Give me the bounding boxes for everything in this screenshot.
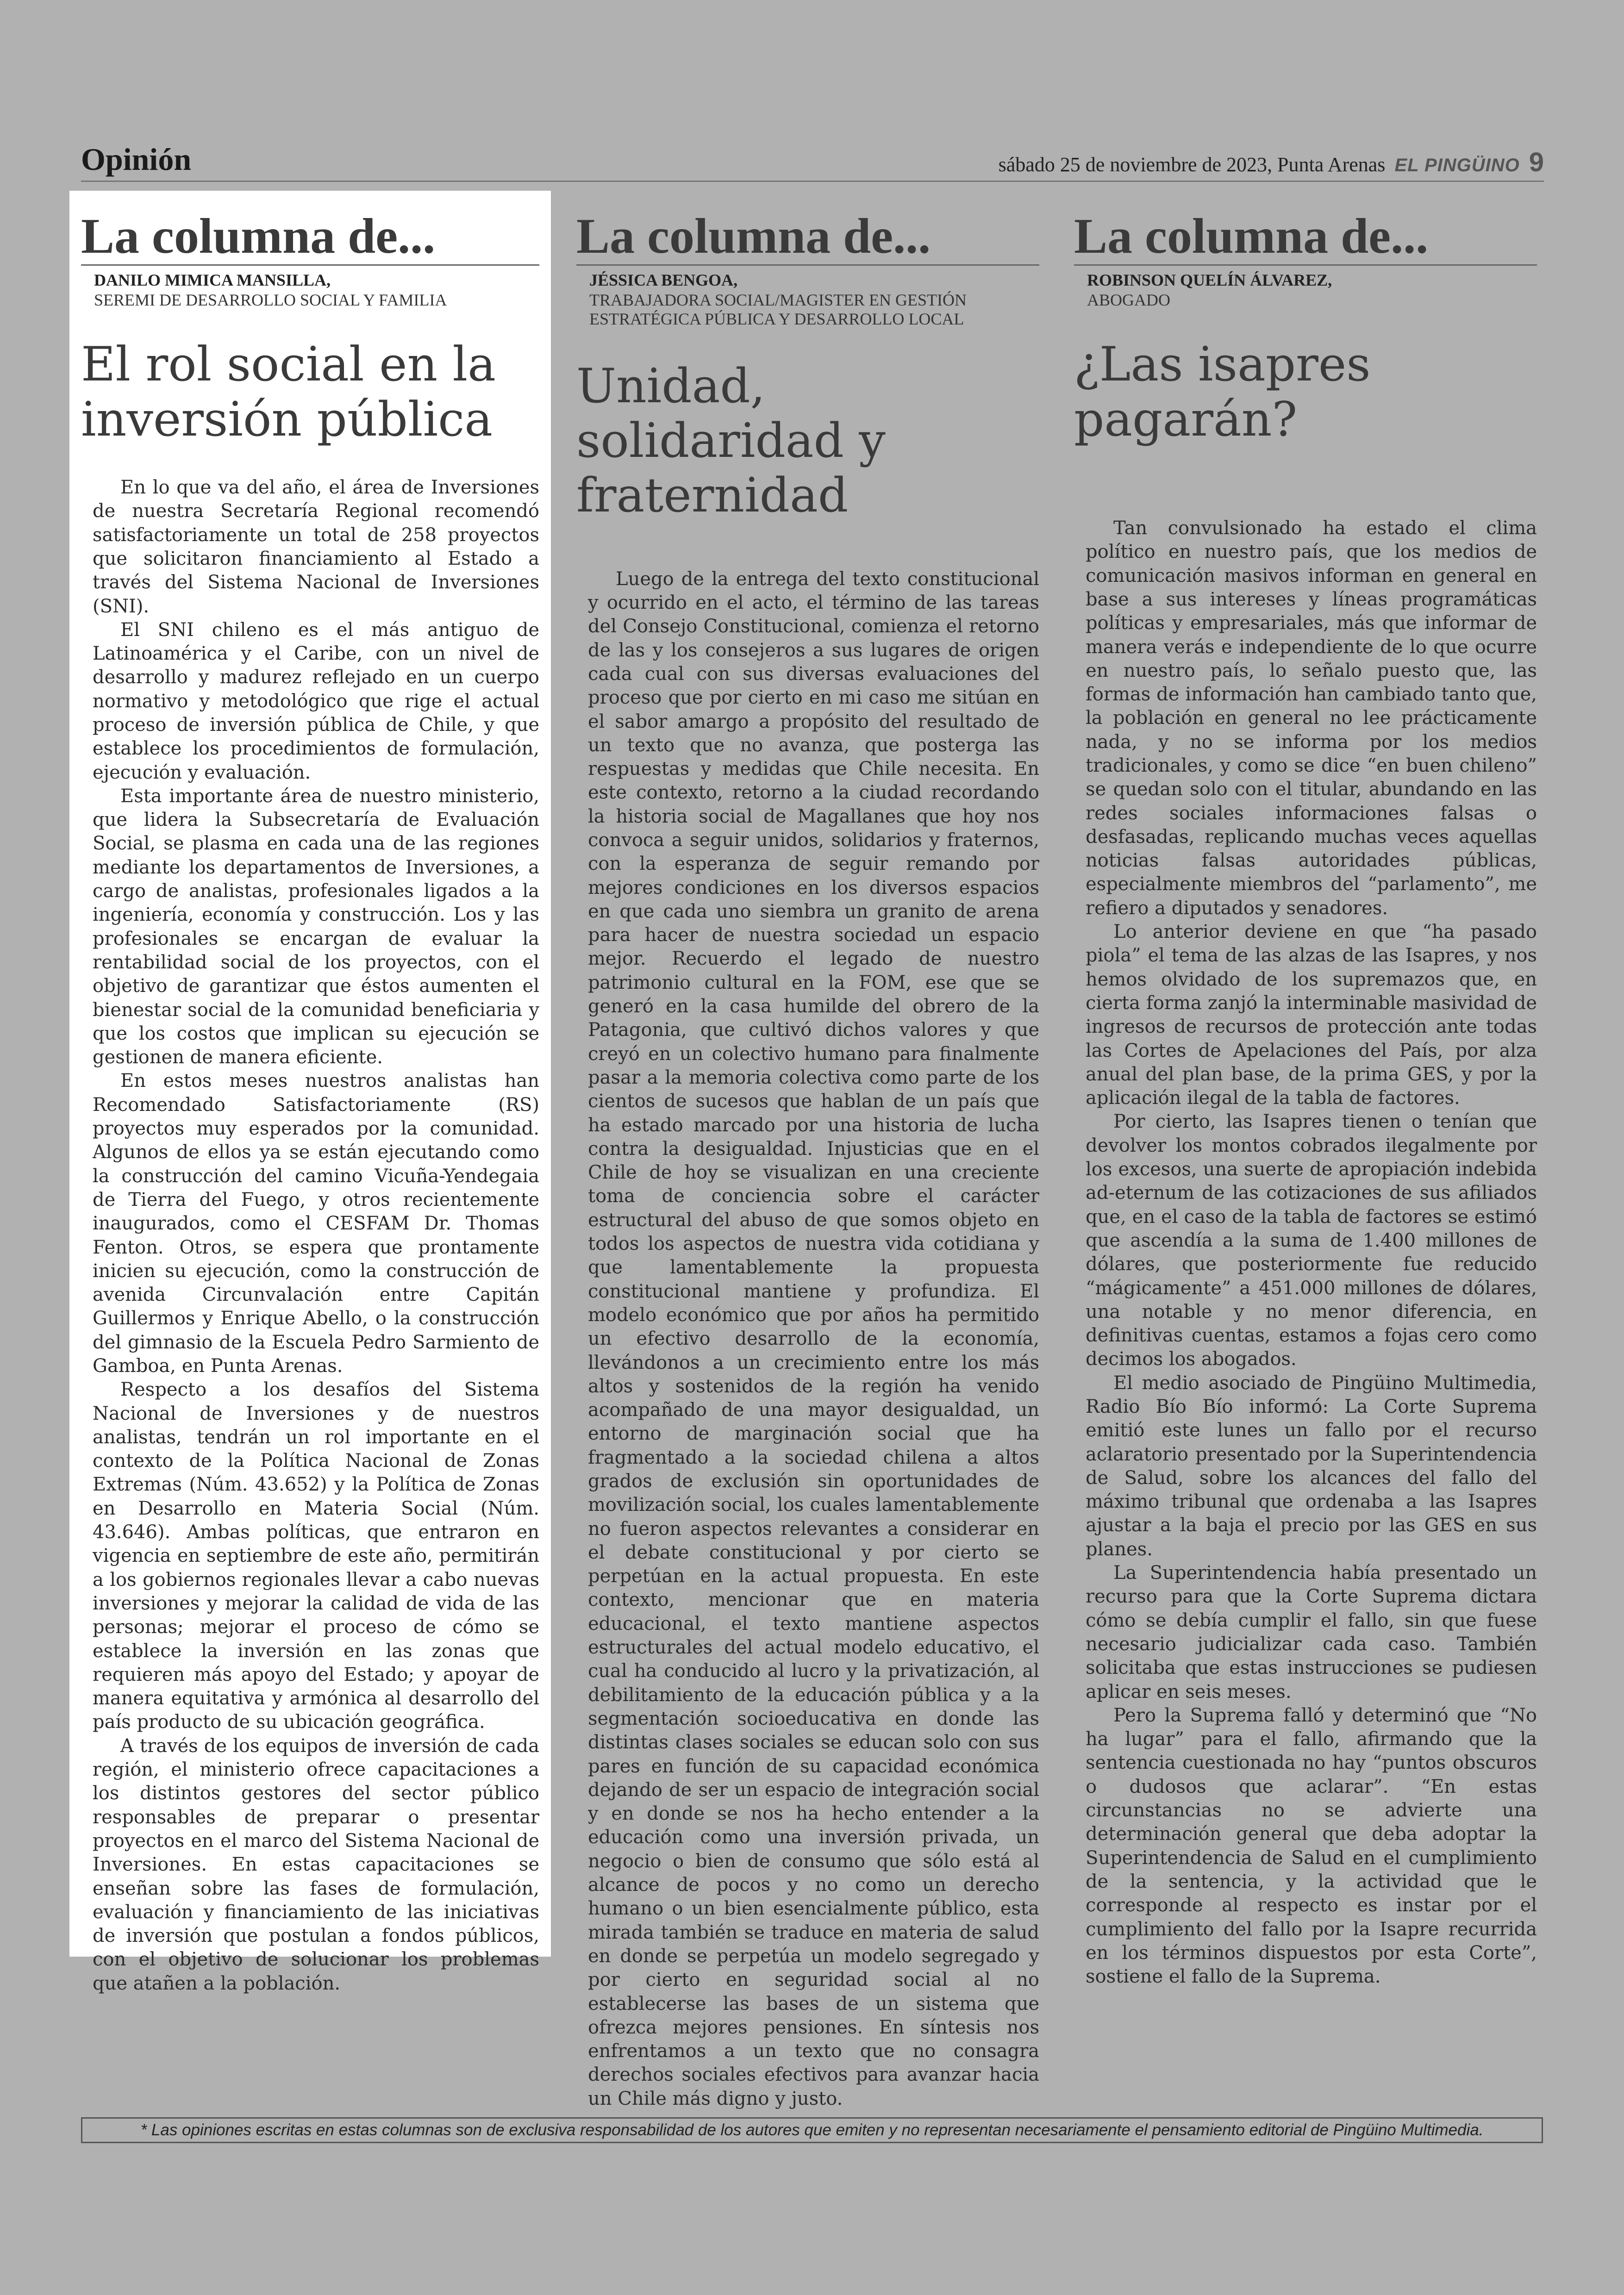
column-headline: El rol social en la inversión pública: [81, 337, 496, 447]
paragraph: Pero la Suprema falló y determinó que “No ha lugar” para el fallo, afirmando que la sentencia cuestionada no hay “puntos obscuros o dudosos que aclarar”. “En estas circunstancias no se advierte una determinación general que deba adoptar la Superintendencia de Salud en el cumplimiento de la sentencia, y la actividad que le corresponde al respecto es instar por el cumplimiento del fallo por la Isapre recurrida en los términos dispuestos por esta Corte”, sostiene el fallo de la Suprema.: [1086, 1704, 1537, 1988]
opinion-column-3: [1074, 209, 1537, 1989]
column-author-role: ABOGADO: [1087, 291, 1170, 309]
paragraph: La Superintendencia había presentado un recurso para que la Corte Suprema dictara cómo se debía cumplir el fallo, sin que fuese necesario judicializar cada caso. También solicitaba que estas instrucciones se pudiesen aplicar en seis meses.: [1086, 1562, 1537, 1703]
column-body: [1086, 517, 1537, 1989]
column-headline: Unidad, solidaridad y fraternidad: [576, 358, 886, 524]
opinion-column-2: [576, 209, 1039, 2111]
paragraph: A través de los equipos de inversión de cada región, el ministerio ofrece capacitaciones a los distintos gestores del sector público responsables de preparar o presentar proyectos en el marco del Sistema Nacional de Inversiones. En estas capacitaciones se enseñan sobre las fases de formulación, evaluación y financiamiento de las iniciativas de inversión que postulan a fondos públicos, con el objetivo de solucionar los problemas que atañen a la población.: [93, 1735, 539, 1994]
column-author: ROBINSON QUELÍN ÁLVAREZ,: [1087, 271, 1332, 289]
column-author-role: TRABAJADORA SOCIAL/MAGISTER EN GESTIÓN ESTRATÉGICA PÚBLICA Y DESARROLLO LOCAL: [589, 291, 967, 329]
column-kicker: La columna de...: [1074, 212, 1537, 266]
column-author-role: SEREMI DE DESARROLLO SOCIAL Y FAMILIA: [94, 291, 447, 309]
column-kicker: La columna de...: [81, 212, 539, 266]
column-headline: ¿Las isapres pagarán?: [1074, 337, 1371, 447]
column-kicker: La columna de...: [576, 212, 1039, 266]
section-title: Opinión: [81, 142, 192, 177]
column-author: DANILO MIMICA MANSILLA,: [94, 271, 331, 289]
disclaimer-box: [81, 2117, 1543, 2143]
paragraph: El SNI chileno es el más antiguo de Latinoamérica y el Caribe, con un nivel de desarrollo y madurez reflejado en un cuerpo normativo y metodológico que rige el actual proceso de inversión pública de Chile, y que establece los procedimientos de formulación, ejecución y evaluación.: [93, 619, 539, 783]
paragraph: En estos meses nuestros analistas han Recomendado Satisfactoriamente (RS) proyectos muy esperados por la comunidad. Algunos de ellos ya se están ejecutando como la construcción del camino Vicuña-Yendegaia de Tierra del Fuego, y otros recientemente inaugurados, como el CESFAM Dr. Thomas Fenton. Otros, se espera que prontamente inicien su ejecución, como la construcción de avenida Circunvalación entre Capitán Guillermos y Enrique Abello, o la construcción del gimnasio de la Escuela Pedro Sarmiento de Gamboa, en Punta Arenas.: [93, 1070, 539, 1377]
paragraph: El medio asociado de Pingüino Multimedia, Radio Bío Bío informó: La Corte Suprema emitió este lunes un fallo por el recurso aclaratorio presentado por la Superintendencia de Salud, sobre los alcances del fallo del máximo tribunal que ordenaba a las Isapres ajustar a la baja el precio por las GES en sus planes.: [1086, 1372, 1537, 1560]
column-author: JÉSSICA BENGOA,: [589, 271, 738, 289]
issue-date: sábado 25 de noviembre de 2023, Punta Arenas: [998, 153, 1386, 176]
disclaimer-text: * Las opiniones escritas en estas columnas son de exclusiva responsabilidad de los autores que emiten y no representan necesariamente el pensamiento editorial de Pingüino Multimedia.: [140, 2121, 1484, 2139]
paragraph: Esta importante área de nuestro ministerio, que lidera la Subsecretaría de Evaluación Social, se plasma en cada una de las regiones mediante los departamentos de Inversiones, a cargo de analistas, profesionales ligados a la ingeniería, economía y construcción. Los y las profesionales se encargan de evaluar la rentabilidad social de los proyectos, con el objetivo de garantizar que éstos aumenten el bienestar social de la comunidad beneficiaria y que los costos que implican su ejecución se gestionen de manera eficiente.: [93, 785, 539, 1068]
opinion-column-1: [69, 191, 551, 1994]
paragraph: Respecto a los desafíos del Sistema Nacional de Inversiones y de nuestros analistas, tendrán un rol importante en el contexto de la Política Nacional de Zonas Extremas (Núm. 43.652) y la Política de Zonas en Desarrollo en Materia Social (Núm. 43.646). Ambas políticas, que entraron en vigencia en septiembre de este año, permitirán a los gobiernos regionales llevar a cabo nuevas inversiones y mejorar la calidad de vida de las personas; mejorar el proceso de cómo se establece la inversión en las zonas que requieren más apoyo del Estado; y apoyar de manera equitativa y armónica al desarrollo del país producto de su ubicación geográfica.: [93, 1379, 539, 1733]
paragraph: Lo anterior deviene en que “ha pasado piola” el tema de las alzas de las Isapres, y nos hemos olvidado de los supremazos que, en cierta forma zanjó la interminable masividad de ingresos de recursos de protección ante todas las Cortes de Apelaciones del País, por alza anual del plan base, de la prima GES, y por la aplicación ilegal de la tabla de factores.: [1086, 921, 1537, 1109]
page-header: [81, 142, 1544, 182]
paragraph: Luego de la entrega del texto constitucional y ocurrido en el acto, el término de las tareas del Consejo Constitucional, comienza el retorno de las y los consejeros a sus lugares de origen cada cual con sus diversas evaluaciones del proceso que por cierto en mi caso me sitúan en el sabor amargo a propósito del resultado de un texto que no avanza, que posterga las respuestas y medidas que Chile necesita. En este contexto, retorno a la ciudad recordando la historia social de Magallanes que hoy nos convoca a seguir unidos, solidarios y fraternos, con la esperanza de seguir remando por mejores condiciones en los diversos espacios en que cada uno siembra un granito de arena para hacer de nuestra sociedad un espacio mejor. Recuerdo el legado de nuestro patrimonio cultural en la FOM, ese que se generó en la casa humilde del obrero de la Patagonia, que cultivó dichos valores y que creyó en un colectivo humano para finalmente pasar a la memoria colectiva como parte de los cientos de sucesos que hablan de un país que ha estado marcado por una historia de lucha contra la desigualdad. Injusticias que en el Chile de hoy se visualizan en una creciente toma de conciencia sobre el carácter estructural del abuso de que somos objeto en todos los aspectos de nuestra vida cotidiana y que lamentablemente la propuesta constitucional mantiene y profundiza. El modelo económico que por años ha permitido un efectivo desarrollo de la economía, llevándonos a un crecimiento entre los más altos y sostenidos de la región ha venido acompañado de una mayor desigualdad, un entorno de marginación social que ha fragmentado a la sociedad chilena a altos grados de exclusión sin oportunidades de movilización social, los cuales lamentablemente no fueron aspectos relevantes a considerar en el debate constitucional y por cierto se perpetúan en la actual propuesta. En este contexto, mencionar que en materia educacional, el texto mantiene aspectos estructurales del actual modelo educativo, el cual ha conducido al lucro y la privatización, al debilitamiento de la educación pública y a la segmentación socioeducativa en donde las distintas clases sociales se educan solo con sus pares en función de su capacidad económica dejando de ser un espacio de integración social y en donde se nos ha hecho entender a la educación como una inversión privada, un negocio o bien de consumo que sólo está al alcance de pocos y no como un derecho humano o un bien esencialmente público, esta mirada también se traduce en materia de salud en donde se perpetúa un modelo segregado y por cierto en seguridad social al no establecerse las bases de un sistema que ofrezca mejores pensiones. En síntesis nos enfrentamos a un texto que no consagra derechos sociales efectivos para avanzar hacia un Chile más digno y justo.: [588, 568, 1039, 2109]
dateline: [999, 147, 1544, 178]
newspaper-logo: EL PINGÜINO: [1394, 155, 1520, 175]
paragraph: En lo que va del año, el área de Inversiones de nuestra Secretaría Regional recomendó satisfactoriamente un total de 258 proyectos que solicitaron financiamiento al Estado a través del Sistema Nacional de Inversiones (SNI).: [93, 477, 539, 617]
page-number: 9: [1529, 147, 1544, 177]
column-body: [588, 568, 1039, 2111]
paragraph: Por cierto, las Isapres tienen o tenían que devolver los montos cobrados ilegalmente por los excesos, una suerte de apropiación indebida ad-eternum de las cotizaciones de sus afiliados que, en el caso de la tabla de factores se estimó que ascendía a la suma de 1.400 millones de dólares, que posteriormente fue reducido “mágicamente” a 451.000 millones de dólares, una notable y no menor diferencia, en definitivas cuentas, estamos a fojas cero como decimos los abogados.: [1086, 1111, 1537, 1370]
paragraph: Tan convulsionado ha estado el clima político en nuestro país, que los medios de comunicación masivos informan en general en base a sus intereses y líneas programáticas políticas y empresariales, más que informar de manera verás e independiente de lo que ocurre en nuestro país, lo señalo puesto que, las formas de información han cambiado tanto que, la población en general no lee prácticamente nada, y no se informa por los medios tradicionales, y como se dice “en buen chileno” se quedan solo con el titular, abundando en las redes sociales informaciones falsas o desfasadas, replicando muchas veces aquellas noticias falsas autoridades públicas, especialmente miembros del “parlamento”, me refiero a diputados y senadores.: [1086, 518, 1537, 919]
column-body: [93, 476, 539, 1996]
